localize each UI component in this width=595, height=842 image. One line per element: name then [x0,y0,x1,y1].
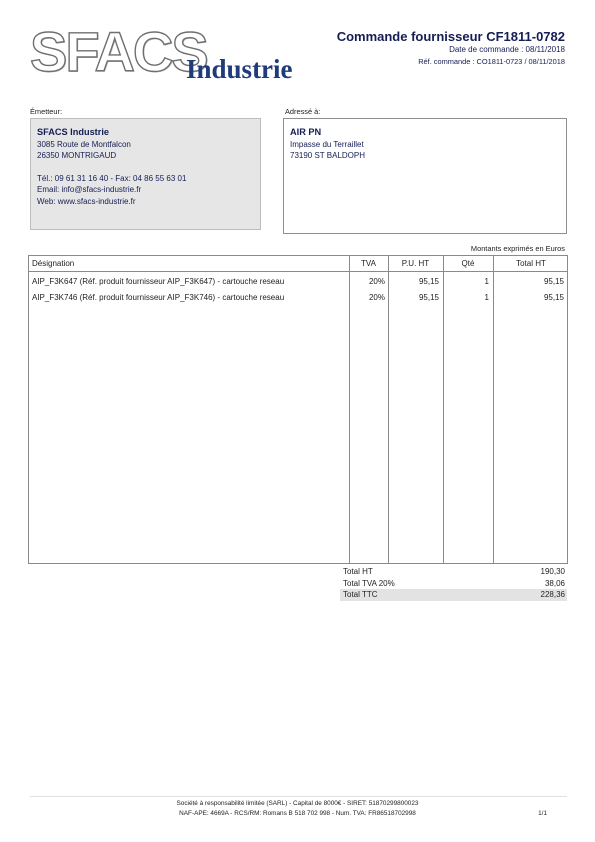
order-date: Date de commande : 08/11/2018 [449,45,565,54]
row-unit-price: 95,15 [418,277,439,286]
total-tva-row [340,578,567,590]
header-designation: Désignation [32,259,75,268]
footer-legal-line2: NAF-APE: 4669A - RCS/RM: Romans B 518 702 998 - Num. TVA: FR86518702998 [179,810,416,817]
sender-address-line1: 3085 Route de Montfalcon [37,139,131,149]
footer-divider [30,796,567,797]
header-unit-price: P.U. HT [401,259,430,268]
sender-address-line2: 26350 MONTRIGAUD [37,151,117,160]
recipient-name: AIR PN [290,127,322,137]
sender-email: Email: info@sfacs-industrie.fr [37,185,142,194]
column-divider [493,256,494,563]
total-ttc-value: 228,36 [540,590,565,599]
logo-sub-text: Industrie [186,54,293,84]
sender-phone: Tél.: 09 61 31 16 40 - Fax: 04 86 55 63 01 [37,173,187,183]
row-designation: AIP_F3K647 (Réf. produit fournisseur AIP_F3K647) - cartouche reseau [32,277,285,286]
currency-note: Montants exprimés en Euros [470,244,565,253]
company-logo [30,20,320,88]
total-ttc-label: Total TTC [343,590,378,599]
totals-block [340,566,567,601]
footer-legal-line1: Société à responsabilité limitée (SARL) - Capital de 8000€ - SIRET: 51870299800023 [176,800,419,807]
header-total: Total HT [516,259,546,268]
total-ttc-row [340,589,567,601]
row-tva: 20% [368,293,385,302]
logo-brand-text: SFACS [30,20,207,83]
column-divider [388,256,389,563]
row-total: 95,15 [543,293,564,302]
row-quantity: 1 [484,277,489,286]
page-number: 1/1 [538,810,547,817]
column-divider [443,256,444,563]
recipient-address-line1: Impasse du Terraillet [290,139,364,149]
items-table [28,255,568,564]
row-quantity: 1 [484,293,489,302]
total-ht-label: Total HT [343,567,373,576]
row-tva: 20% [368,277,385,286]
header-quantity: Qté [461,259,475,268]
column-divider [349,256,350,563]
row-unit-price: 95,15 [418,293,439,302]
recipient-address-line2: 73190 ST BALDOPH [290,151,366,160]
sender-box [30,118,261,230]
total-tva-label: Total TVA 20% [343,578,395,588]
document-title: Commande fournisseur CF1811-0782 [336,29,565,44]
sender-website: Web: www.sfacs-industrie.fr [37,196,136,206]
recipient-box [283,118,567,234]
row-designation: AIP_F3K746 (Réf. produit fournisseur AIP_F3K746) - cartouche reseau [32,293,285,302]
row-total: 95,15 [543,277,564,286]
total-ht-value: 190,30 [540,567,565,576]
sender-name: SFACS Industrie [37,127,109,137]
recipient-label: Adressé à: [285,107,321,116]
total-tva-value: 38,06 [544,578,565,588]
table-header-divider [29,271,567,272]
sender-label: Émetteur: [30,107,63,116]
header-tva: TVA [361,259,376,268]
total-ht-row [340,566,567,578]
order-reference: Réf. commande : CO1811-0723 / 08/11/2018 [418,57,565,66]
